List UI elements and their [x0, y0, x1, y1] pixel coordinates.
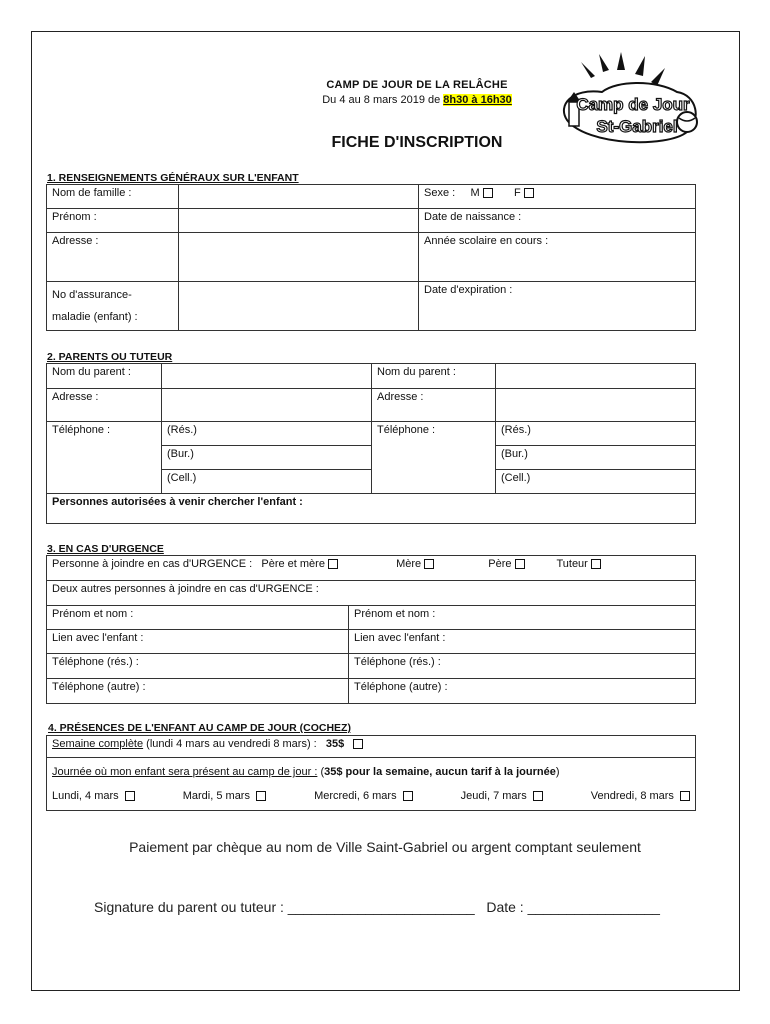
tuteur-label: Tuteur — [556, 558, 588, 570]
nom-parent2-field[interactable] — [496, 364, 696, 389]
day-jeudi-checkbox[interactable] — [533, 791, 543, 801]
section3-heading — [47, 543, 164, 555]
urgence-table — [46, 555, 696, 704]
prenom-label: Prénom : — [47, 209, 179, 233]
deux-autres-label: Deux autres personnes à joindre en cas d'URGENCE : — [47, 581, 696, 606]
semaine-detail: (lundi 4 mars au vendredi 8 mars) : — [143, 738, 320, 750]
annee-scolaire-label[interactable]: Année scolaire en cours : — [419, 233, 696, 282]
section4-heading-text: 4. PRÉSENCES DE L'ENFANT AU CAMP DE JOUR (COCHEZ) — [48, 722, 351, 734]
signature-line — [94, 899, 660, 915]
section1-heading-text: 1. RENSEIGNEMENTS GÉNÉRAUX SUR L'ENFANT — [47, 172, 299, 184]
assurance-field[interactable] — [179, 282, 419, 331]
nom-parent1-label: Nom du parent : — [47, 364, 162, 389]
contact1-tel-res[interactable]: Téléphone (rés.) : — [47, 654, 349, 679]
day-mercredi — [314, 784, 413, 808]
tel-cell-parent2[interactable]: (Cell.) — [496, 470, 696, 494]
adresse-parent2-field[interactable] — [496, 389, 696, 422]
mere-label: Mère — [396, 558, 422, 570]
day-lundi — [52, 784, 135, 808]
day-vendredi-label: Vendredi, 8 mars — [590, 790, 674, 802]
journee-row — [47, 758, 696, 811]
section2-heading — [47, 351, 172, 363]
section3-heading-text: 3. EN CAS D'URGENCE — [47, 543, 164, 555]
sexe-label: Sexe : — [424, 187, 456, 199]
journee-label: Journée où mon enfant sera présent au camp de jour : — [52, 766, 318, 778]
section1-heading — [47, 172, 299, 184]
day-jeudi-label: Jeudi, 7 mars — [460, 790, 527, 802]
tel-res-parent1[interactable]: (Rés.) — [162, 422, 372, 446]
adresse-parent1-label: Adresse : — [47, 389, 162, 422]
date-expiration-label[interactable]: Date d'expiration : — [419, 282, 696, 331]
date-label[interactable]: Date : _________________ — [486, 899, 660, 915]
form-page — [31, 31, 740, 991]
nom-parent2-label: Nom du parent : — [372, 364, 496, 389]
adresse-label: Adresse : — [47, 233, 179, 282]
contact1-prenom-nom[interactable]: Prénom et nom : — [47, 606, 349, 630]
nom-parent1-field[interactable] — [162, 364, 372, 389]
assurance-label-line1: No d'assurance- — [52, 289, 132, 301]
days-line — [52, 784, 690, 808]
adresse-parent2-label: Adresse : — [372, 389, 496, 422]
tuteur-checkbox[interactable] — [591, 559, 601, 569]
camp-dates-prefix: Du 4 au 8 mars 2019 de — [322, 94, 444, 106]
personne-urgence-row — [47, 556, 696, 581]
tel-res-parent2[interactable]: (Rés.) — [496, 422, 696, 446]
pere-checkbox[interactable] — [515, 559, 525, 569]
section2-heading-text: 2. PARENTS OU TUTEUR — [47, 351, 173, 363]
camp-title: CAMP DE JOUR DE LA RELÂCHE — [326, 79, 508, 91]
semaine-row — [47, 736, 696, 758]
sexe-m-checkbox[interactable] — [483, 188, 493, 198]
contact2-tel-autre[interactable]: Téléphone (autre) : — [349, 679, 696, 704]
mere-checkbox[interactable] — [424, 559, 434, 569]
pere-mere-checkbox[interactable] — [328, 559, 338, 569]
assurance-label-line2: maladie (enfant) : — [52, 311, 138, 323]
parents-table — [46, 363, 696, 524]
journee-detail-open: ( — [317, 766, 325, 778]
personnes-autorisees[interactable]: Personnes autorisées à venir chercher l'enfant : — [47, 494, 696, 524]
contact2-prenom-nom[interactable]: Prénom et nom : — [349, 606, 696, 630]
paiement-note: Paiement par chèque au nom de Ville Saint-Gabriel ou argent comptant seulement — [129, 839, 641, 855]
tel-bur-parent1[interactable]: (Bur.) — [162, 446, 372, 470]
pere-mere-label: Père et mère — [261, 558, 325, 570]
sexe-m-label: M — [470, 187, 480, 199]
day-mercredi-label: Mercredi, 6 mars — [314, 790, 397, 802]
journee-detail-bold: 35$ pour la semaine, aucun tarif à la journée — [324, 766, 556, 778]
journee-detail-close: ) — [555, 766, 560, 778]
telephone-parent1-label: Téléphone : — [47, 422, 162, 494]
day-vendredi-checkbox[interactable] — [680, 791, 690, 801]
section4-heading — [48, 722, 351, 734]
adresse-parent1-field[interactable] — [162, 389, 372, 422]
day-lundi-checkbox[interactable] — [125, 791, 135, 801]
page-title: FICHE D'INSCRIPTION — [331, 134, 503, 151]
semaine-price: 35$ — [325, 738, 345, 750]
nom-famille-label: Nom de famille : — [47, 185, 179, 209]
contact2-lien[interactable]: Lien avec l'enfant : — [349, 630, 696, 654]
presences-table — [46, 735, 696, 811]
signature-label[interactable]: Signature du parent ou tuteur : ________________________ — [94, 899, 475, 915]
prenom-field[interactable] — [179, 209, 419, 233]
camp-logo — [547, 50, 707, 150]
nom-famille-field[interactable] — [179, 185, 419, 209]
tel-cell-parent1[interactable]: (Cell.) — [162, 470, 372, 494]
logo-text-line2: St-Gabriel — [596, 117, 678, 136]
day-vendredi — [591, 784, 690, 808]
contact2-tel-res[interactable]: Téléphone (rés.) : — [349, 654, 696, 679]
child-info-table — [46, 184, 696, 331]
day-lundi-label: Lundi, 4 mars — [52, 790, 119, 802]
tel-bur-parent2[interactable]: (Bur.) — [496, 446, 696, 470]
sexe-f-label: F — [514, 187, 521, 199]
contact1-tel-autre[interactable]: Téléphone (autre) : — [47, 679, 349, 704]
day-mardi — [183, 784, 266, 808]
personne-urgence-label: Personne à joindre en cas d'URGENCE : — [52, 558, 253, 570]
camp-dates — [282, 94, 552, 106]
day-mercredi-checkbox[interactable] — [403, 791, 413, 801]
camp-hours: 8h30 à 16h30 — [443, 94, 512, 106]
semaine-label: Semaine complète — [52, 738, 144, 750]
sexe-f-checkbox[interactable] — [524, 188, 534, 198]
semaine-checkbox[interactable] — [353, 739, 363, 749]
day-jeudi — [461, 784, 543, 808]
contact1-lien[interactable]: Lien avec l'enfant : — [47, 630, 349, 654]
day-mardi-label: Mardi, 5 mars — [182, 790, 250, 802]
adresse-field[interactable] — [179, 233, 419, 282]
assurance-label — [47, 282, 179, 331]
date-naissance-label[interactable]: Date de naissance : — [419, 209, 696, 233]
logo-text-line1: Camp de Jour — [576, 95, 690, 114]
day-mardi-checkbox[interactable] — [256, 791, 266, 801]
telephone-parent2-label: Téléphone : — [372, 422, 496, 494]
sexe-cell — [419, 185, 696, 209]
journee-line — [52, 760, 690, 784]
pere-label: Père — [488, 558, 512, 570]
